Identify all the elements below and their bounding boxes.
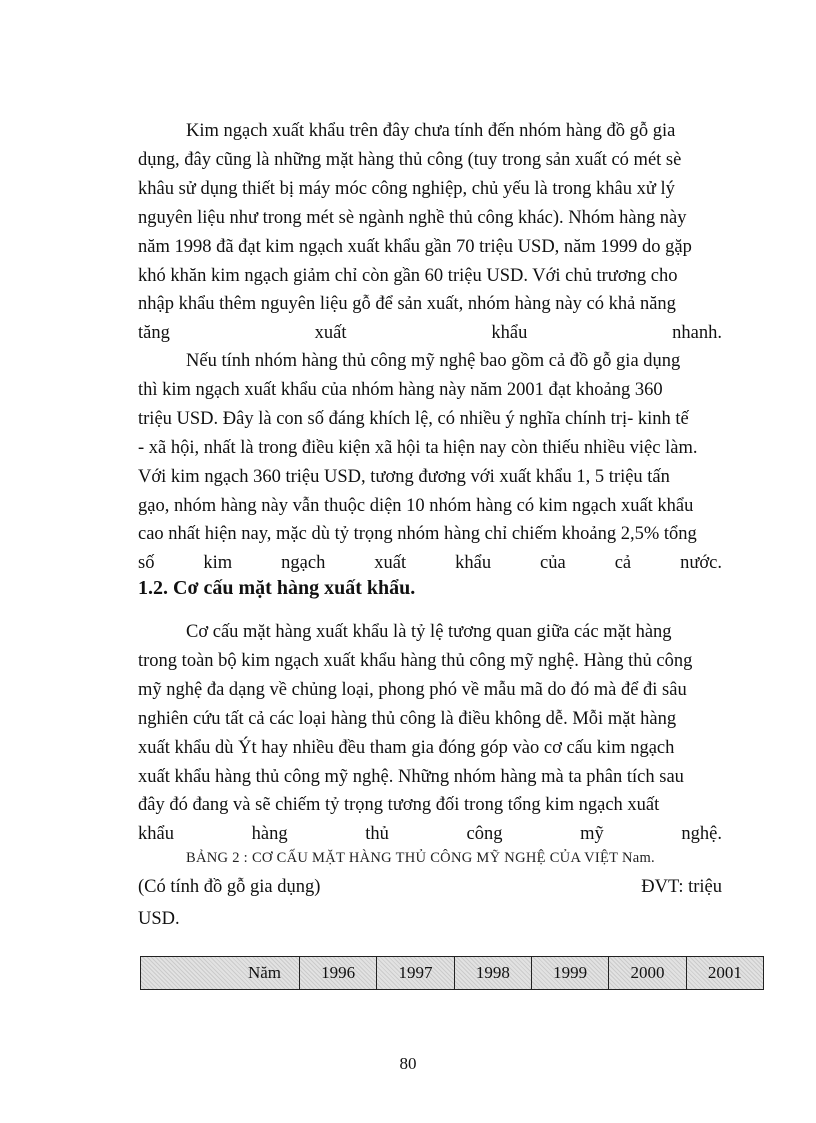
paragraph-export-structure [138, 618, 722, 849]
section-heading: 1.2. Cơ cấu mặt hàng xuất khẩu. [138, 577, 416, 599]
text-line: đây đó đang và sẽ chiếm tỷ trọng tương đối trong tổng kim ngạch xuất [138, 795, 660, 816]
table-header-cell: 2000 [609, 957, 686, 990]
table-header-cell: 1999 [531, 957, 608, 990]
text-line: nguyên liệu như trong mét sè ngành nghề thủ công khác). Nhóm hàng này [138, 207, 687, 228]
text-line: xuất khẩu hàng thủ công mỹ nghệ. Những nhóm hàng mà ta phân tích sau [138, 766, 684, 787]
text-line: Cơ cấu mặt hàng xuất khẩu là tỷ lệ tương quan giữa các mặt hàng [186, 622, 672, 642]
table-note: (Có tính đồ gỗ gia dụng) [138, 877, 321, 897]
text-line: năm 1998 đã đạt kim ngạch xuất khẩu gần 70 triệu USD, năm 1999 do gặp [138, 236, 692, 257]
text-line: khó khăn kim ngạch giảm chỉ còn gần 60 triệu USD. Với chủ trương cho [138, 265, 678, 286]
text-line: mỹ nghệ đa dạng về chủng loại, phong phó về mẫu mã do đó mà để đi sâu [138, 679, 687, 700]
text-line: trong toàn bộ kim ngạch xuất khẩu hàng thủ công mỹ nghệ. Hàng thủ công [138, 650, 693, 671]
structure-table [140, 956, 764, 990]
text-line: nhập khẩu thêm nguyên liệu gỗ để sản xuất, nhóm hàng này có khả năng [138, 294, 676, 315]
text-line: gạo, nhóm hàng này vẫn thuộc diện 10 nhóm hàng có kim ngạch xuất khẩu [138, 495, 694, 516]
text-line: xuất khẩu dù Ýt hay nhiều đều tham gia đóng góp vào cơ cấu kim ngạch [138, 737, 675, 758]
text-line: dụng, đây cũng là những mặt hàng thủ công (tuy trong sản xuất có mét sè [138, 149, 682, 170]
text-line: triệu USD. Đây là con số đáng khích lệ, có nhiều ý nghĩa chính trị- kinh tế [138, 408, 689, 429]
text-line: nghiên cứu tất cả các loại hàng thủ công là điều không dễ. Mỗi mặt hàng [138, 708, 677, 729]
text-line: Với kim ngạch 360 triệu USD, tương đương với xuất khẩu 1, 5 triệu tấn [138, 466, 670, 487]
table-header-cell: 1997 [377, 957, 454, 990]
table-header-cell: Năm [141, 957, 300, 990]
unit-label: ĐVT: triệu [641, 877, 722, 897]
text-line: - xã hội, nhất là trong điều kiện xã hội ta hiện nay còn thiếu nhiều việc làm. [138, 437, 698, 458]
text-line: Nếu tính nhóm hàng thủ công mỹ nghệ bao gồm cả đồ gỗ gia dụng [186, 351, 681, 371]
paragraph-export-value [138, 347, 722, 578]
text-line: cao nhất hiện nay, mặc dù tỷ trọng nhóm hàng chỉ chiếm khoảng 2,5% tổng [138, 524, 697, 545]
paragraph-wood-furniture [138, 117, 722, 348]
text-line: số kim ngạch xuất khẩu của cả nước. [138, 553, 722, 574]
text-line: thì kim ngạch xuất khẩu của nhóm hàng này năm 2001 đạt khoảng 360 [138, 379, 663, 400]
table-header-cell: 2001 [686, 957, 763, 990]
table-header-cell: 1998 [454, 957, 531, 990]
text-line: khẩu hàng thủ công mỹ nghệ. [138, 824, 722, 845]
page-number: 80 [399, 1054, 417, 1073]
text-line: khâu sử dụng thiết bị máy móc công nghiệp, chủ yếu là trong khâu xử lý [138, 178, 675, 199]
table-header-cell: 1996 [300, 957, 377, 990]
unit-label-continued: USD. [138, 909, 180, 929]
text-line: Kim ngạch xuất khẩu trên đây chưa tính đến nhóm hàng đồ gỗ gia [186, 121, 676, 141]
table-header-row [141, 957, 764, 990]
text-line: tăng xuất khẩu nhanh. [138, 323, 722, 344]
table-caption: BẢNG 2 : CƠ CẤU MẶT HÀNG THỦ CÔNG MỸ NGHỆ CỦA VIỆT Nam. [186, 850, 655, 866]
